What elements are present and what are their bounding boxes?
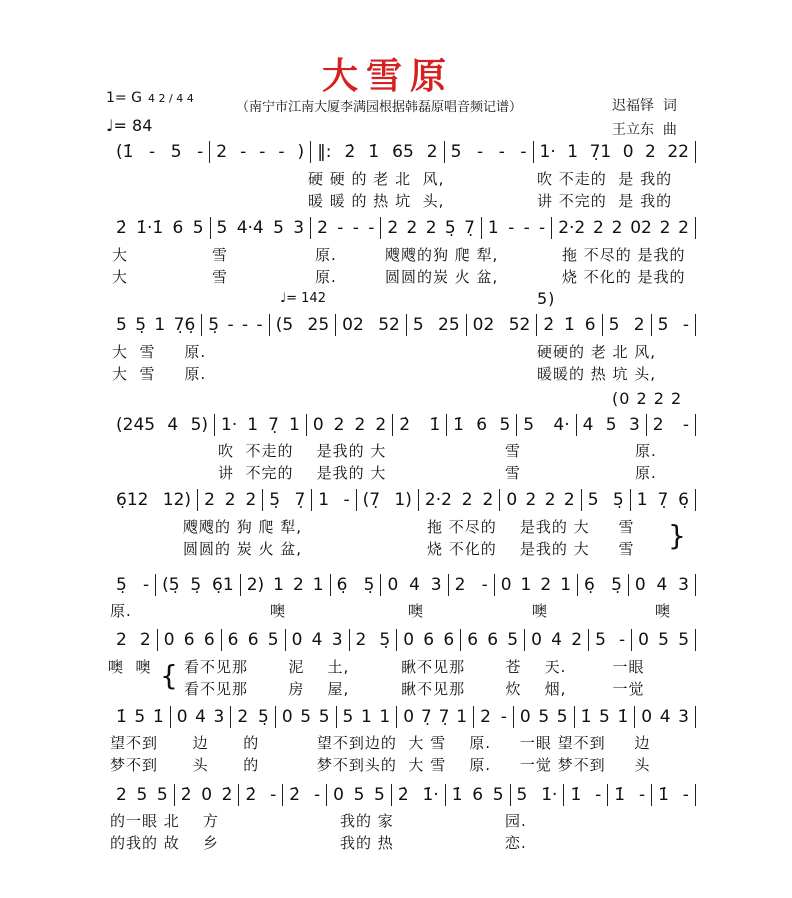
lyric-verse-1: 硬 硬 的 老 北 风,: [308, 170, 445, 188]
measure: 4 5 3: [577, 414, 647, 436]
measure: 5 1̇·: [511, 784, 565, 806]
measure: 1̇ -: [652, 784, 696, 806]
measure: 0 4 3: [629, 574, 696, 596]
measure: 5̣ - - -: [202, 314, 269, 336]
lyric-verse-1: 雪: [212, 246, 229, 264]
lyric-verse-2: 暖暖的 热 坑 头,: [537, 365, 657, 383]
measure: 2̇ 1̇ 6: [537, 314, 602, 336]
measure: 0 1 2 1: [495, 574, 578, 596]
measure: 0 4 3: [286, 629, 350, 651]
measure: 1 7̣ 6̣: [631, 489, 696, 511]
measure: 0 6 6: [158, 629, 222, 651]
lyric-verse-1: 的一眼 北 方: [110, 812, 219, 830]
measure: (1̇ - 5 -: [110, 141, 210, 163]
measure: 6 6 5: [222, 629, 286, 651]
measure: 5 -: [589, 629, 632, 651]
notation-row: [110, 706, 696, 728]
measure: ‖: 2̇ 1̇ 65 2: [311, 141, 444, 163]
lyric-verse-2: 我的 热: [340, 834, 394, 852]
lyric-verse-1: 噢: [408, 602, 425, 620]
lyric-verse-2: 原.: [635, 464, 657, 482]
measure: 2 -: [449, 574, 495, 596]
measure: 5̣ -: [110, 574, 156, 596]
measure: 2 5̣: [231, 706, 275, 728]
lyric-verse-1: 原.: [315, 246, 337, 264]
measure: 6 6 5: [461, 629, 525, 651]
lyricist: 迟福铎 词: [612, 98, 677, 114]
measure: 0 6 6: [397, 629, 461, 651]
lyric-verse-1: 飕飕的 狗 爬 犁,: [183, 518, 303, 536]
measure: 2) 1 2 1: [241, 574, 331, 596]
measure: 0 4 3: [381, 574, 448, 596]
lyric-verse-1: 我的 家: [340, 812, 394, 830]
measure: 5 1 1: [337, 706, 398, 728]
lyric-verse-2: 圆圆的 炭 火 盆,: [183, 540, 303, 558]
verse-brace: }: [668, 519, 687, 552]
measure: 0 4 2: [525, 629, 589, 651]
lyric-verse-1: 雪: [505, 442, 522, 460]
lyric-verse-2: 恋.: [505, 834, 527, 852]
lyric-verse-2: 大 雪 原.: [112, 365, 207, 383]
measure: 2 -: [474, 706, 514, 728]
measure: 1̇ 6 5: [447, 414, 517, 436]
measure: 1· 1 7̣1 0 2 22: [534, 141, 696, 163]
notation-row: [110, 314, 696, 336]
notation-row: [110, 217, 696, 239]
lyric-verse-1: 大: [112, 246, 129, 264]
lyric-verse-2: 暖 暖 的 热 坑 头,: [308, 192, 445, 210]
measure: 0 5 5: [327, 784, 392, 806]
measure: 2 2 2 5̣ 7̣: [381, 217, 482, 239]
measure: 2 -: [647, 414, 696, 436]
song-title: 大雪原: [321, 56, 454, 97]
lyric-verse-2: 烧 不化的 是我的: [562, 268, 686, 286]
lyric-shared: 噢 噢: [108, 658, 152, 676]
measure: 2̇ 1̇·: [392, 784, 446, 806]
lyric-verse-1: 大 雪 原.: [112, 343, 207, 361]
measure: 0 5 5: [514, 706, 575, 728]
lyric-verse-1: 吹 不走的 是我的 大: [218, 442, 387, 460]
measure: 2 2 2: [198, 489, 263, 511]
measure: 1̇ -: [608, 784, 652, 806]
lyric-verse-2: 的我的 故 乡: [110, 834, 219, 852]
lyric-verse-2: 梦不到 头 的 梦不到头的 大 雪 原. 一觉 梦不到 头: [110, 756, 651, 774]
measure: 0 5 5: [276, 706, 337, 728]
measure: 2̇ 1̇·1̇ 6 5: [110, 217, 211, 239]
notation-row: [110, 784, 696, 806]
measure: 2 - - -: [311, 217, 381, 239]
verse-brace: {: [160, 659, 179, 692]
measure: 2 5̣: [350, 629, 398, 651]
lyric-verse-2: 雪: [212, 268, 229, 286]
measure: 2 - - - ): [210, 141, 311, 163]
measure: 2 5 5: [110, 784, 175, 806]
tempo-marking: ♩= 84: [106, 116, 153, 135]
lyric-verse-1: 吹 不走的 是 我的: [537, 170, 673, 188]
lyric-verse-1: 飕飕的狗 爬 犁,: [385, 246, 499, 264]
lyric-verse-1: 原.: [110, 602, 132, 620]
notation-row: [110, 414, 696, 436]
measure: 5̣ 7̣: [263, 489, 312, 511]
subtitle: （南宁市江南大厦李满园根据韩磊原唱音频记谱）: [236, 100, 523, 115]
lyric-verse-2: 讲 不完的 是我的 大: [218, 464, 387, 482]
measure: 2̇ -: [283, 784, 327, 806]
measure: 5̈ -: [652, 314, 696, 336]
lyric-verse-1: 望不到 边 的 望不到边的 大 雪 原. 一眼 望不到 边: [110, 734, 651, 752]
measure: 02 52: [336, 314, 407, 336]
lyric-verse-2: 讲 不完的 是 我的: [537, 192, 673, 210]
lyric-verse-1: 噢: [270, 602, 287, 620]
lyric-verse-1: 拖 不尽的 是我的: [562, 246, 686, 264]
measure: 2·2 2 2 02 2 2: [552, 217, 696, 239]
measure: 2̇ 1̇: [393, 414, 447, 436]
measure: (7̣ 1): [357, 489, 419, 511]
measure: 6̣ 5̣: [578, 574, 629, 596]
notation-row: [110, 141, 696, 163]
time-signature: 4 2 / 4 4: [148, 92, 194, 105]
notation-above: 5): [537, 289, 556, 308]
measure: 1̇ 5 1̇: [110, 706, 171, 728]
measure: 6̣12 12): [110, 489, 198, 511]
measure: (5 25: [270, 314, 336, 336]
lyric-verse-2: 圆圆的炭 火 盆,: [385, 268, 499, 286]
measure: 1̇ 5 1̇: [575, 706, 636, 728]
measure: 5 5̣ 1 7̣6̣: [110, 314, 202, 336]
measure: 5 5̣: [582, 489, 631, 511]
notation-above: (0 2 2 2: [612, 389, 683, 408]
measure: 0 2 2 2: [500, 489, 581, 511]
measure: 5 4·: [517, 414, 576, 436]
measure: 0 7̣ 7̣ 1: [397, 706, 474, 728]
lyric-verse-1: 噢: [655, 602, 672, 620]
measure: 2·2 2 2: [419, 489, 500, 511]
measure: 5 2: [603, 314, 652, 336]
measure: 6̣ 5̣: [331, 574, 382, 596]
measure: 0 4 3: [635, 706, 696, 728]
measure: 0 2 2 2: [307, 414, 393, 436]
lyric-verse-1: 噢: [532, 602, 549, 620]
measure: (5̣ 5̣ 6̣1: [156, 574, 241, 596]
tempo-change: ♩= 142: [280, 291, 326, 306]
measure: 0 5 5: [632, 629, 696, 651]
measure: 02 52: [467, 314, 538, 336]
measure: 2̇ -: [239, 784, 283, 806]
measure: 5̈ - - -: [445, 141, 534, 163]
measure: 1̇ -: [564, 784, 608, 806]
notation-row: [110, 629, 696, 651]
lyric-verse-2: 原.: [315, 268, 337, 286]
measure: 1̇ 6 5: [446, 784, 511, 806]
measure: 1 -: [312, 489, 356, 511]
key-signature: 1= G: [106, 90, 142, 106]
lyric-verse-2: 雪: [505, 464, 522, 482]
notation-row: [110, 574, 696, 596]
lyric-verse-1: 原.: [635, 442, 657, 460]
measure: 1· 1 7̣ 1: [215, 414, 307, 436]
lyric-verse-1: 硬硬的 老 北 风,: [537, 343, 657, 361]
lyric-verse-1: 拖 不尽的 是我的 大 雪: [427, 518, 635, 536]
measure: 5 4·4 5 3: [211, 217, 312, 239]
lyric-verse-1: 看不见那 泥 土, 瞅不见那 苍 天. 一眼: [184, 658, 645, 676]
measure: 2 2: [110, 629, 158, 651]
lyric-verse-2: 烧 不化的 是我的 大 雪: [427, 540, 635, 558]
lyric-verse-2: 大: [112, 268, 129, 286]
measure: 2̇ 0 2̇: [175, 784, 240, 806]
measure: 0 4 3: [171, 706, 232, 728]
lyric-verse-1: 园.: [505, 812, 527, 830]
composer: 王立东 曲: [612, 122, 677, 138]
notation-row: [110, 489, 696, 511]
measure: (245 4 5): [110, 414, 215, 436]
lyric-verse-2: 看不见那 房 屋, 瞅不见那 炊 烟, 一觉: [184, 680, 645, 698]
measure: 1 - - -: [482, 217, 552, 239]
measure: 5 25: [407, 314, 467, 336]
